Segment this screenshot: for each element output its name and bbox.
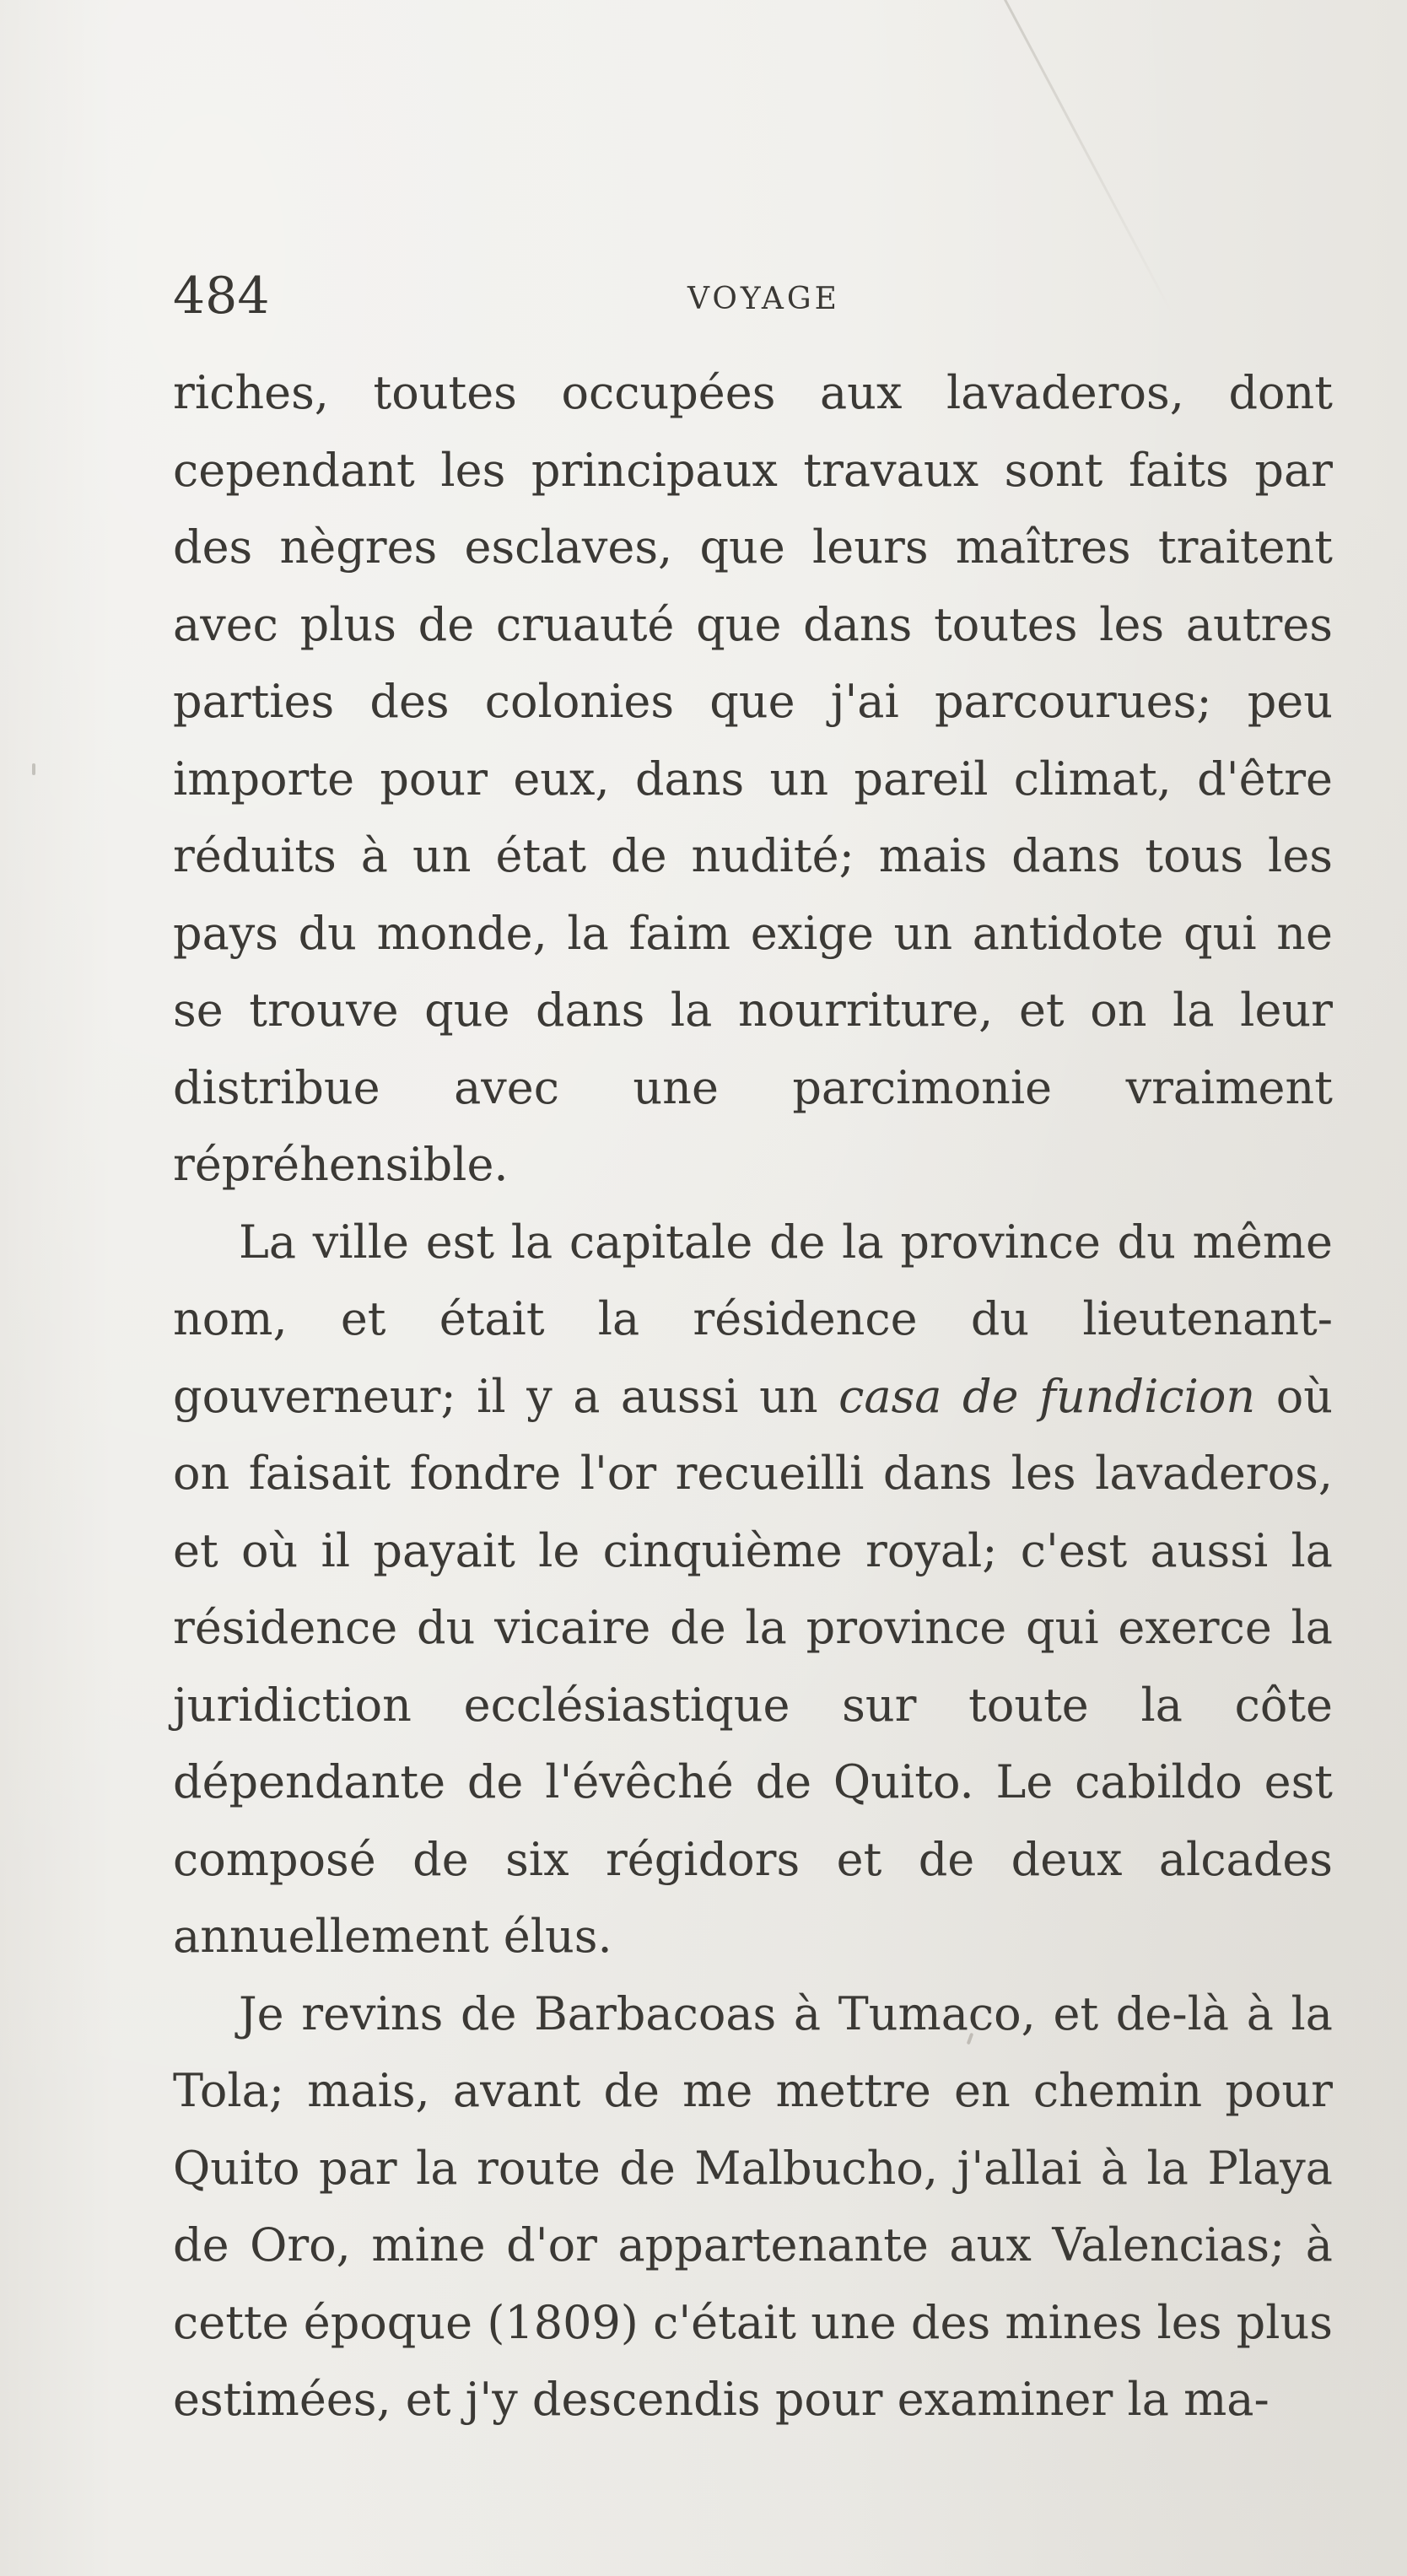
paragraph-1: riches, toutes occupées aux lavaderos, dont cependant les principaux travaux sont faits par des nègres esclaves, que leurs maîtres traitent avec plus de cruauté que dans toutes les autres parties des colonies que j'ai parcourues; peu importe pour eux, dans un pareil climat, d'être réduits à un état de nudité; mais dans tous les pays du monde, la faim exige un antidote qui ne se trouve que dans la nourriture, et on la leur distribue avec une parcimonie vraiment répréhensible. <box>173 366 1333 1191</box>
paragraph-2-text-before: La ville est la capitale de la province du même nom, et était la résidence du lieutenant-gouverneur; il y a aussi un <box>173 1215 1333 1423</box>
paragraph-2 <box>173 1204 1333 1975</box>
paragraph-2-text-after: où on faisait fondre l'or recueilli dans les lavaderos, et où il payait le cinquième royal; c'est aussi la résidence du vicaire de la province qui exerce la juridiction ecclésiastique sur toute la côte dépendante de l'évêché de Quito. Le cabildo est composé de six régidors et de deux alcades annuellement élus. <box>173 1369 1333 1963</box>
page-number: 484 <box>173 267 270 326</box>
paper-fleck <box>32 763 35 775</box>
page-header <box>173 267 1333 326</box>
body-text <box>173 354 1333 2439</box>
running-head: VOYAGE <box>687 282 840 316</box>
italic-term: casa de fundicion <box>838 1369 1256 1423</box>
paragraph-3: Je revins de Barbacoas à Tumaco, et de-là à la Tola; mais, avant de me mettre en chemin pour Quito par la route de Malbucho, j'allai à la Playa de Oro, mine d'or appartenante aux Valencias; à cette époque (1809) c'était une des mines les plus estimées, et j'y descendis pour examiner la ma- <box>173 1986 1333 2426</box>
